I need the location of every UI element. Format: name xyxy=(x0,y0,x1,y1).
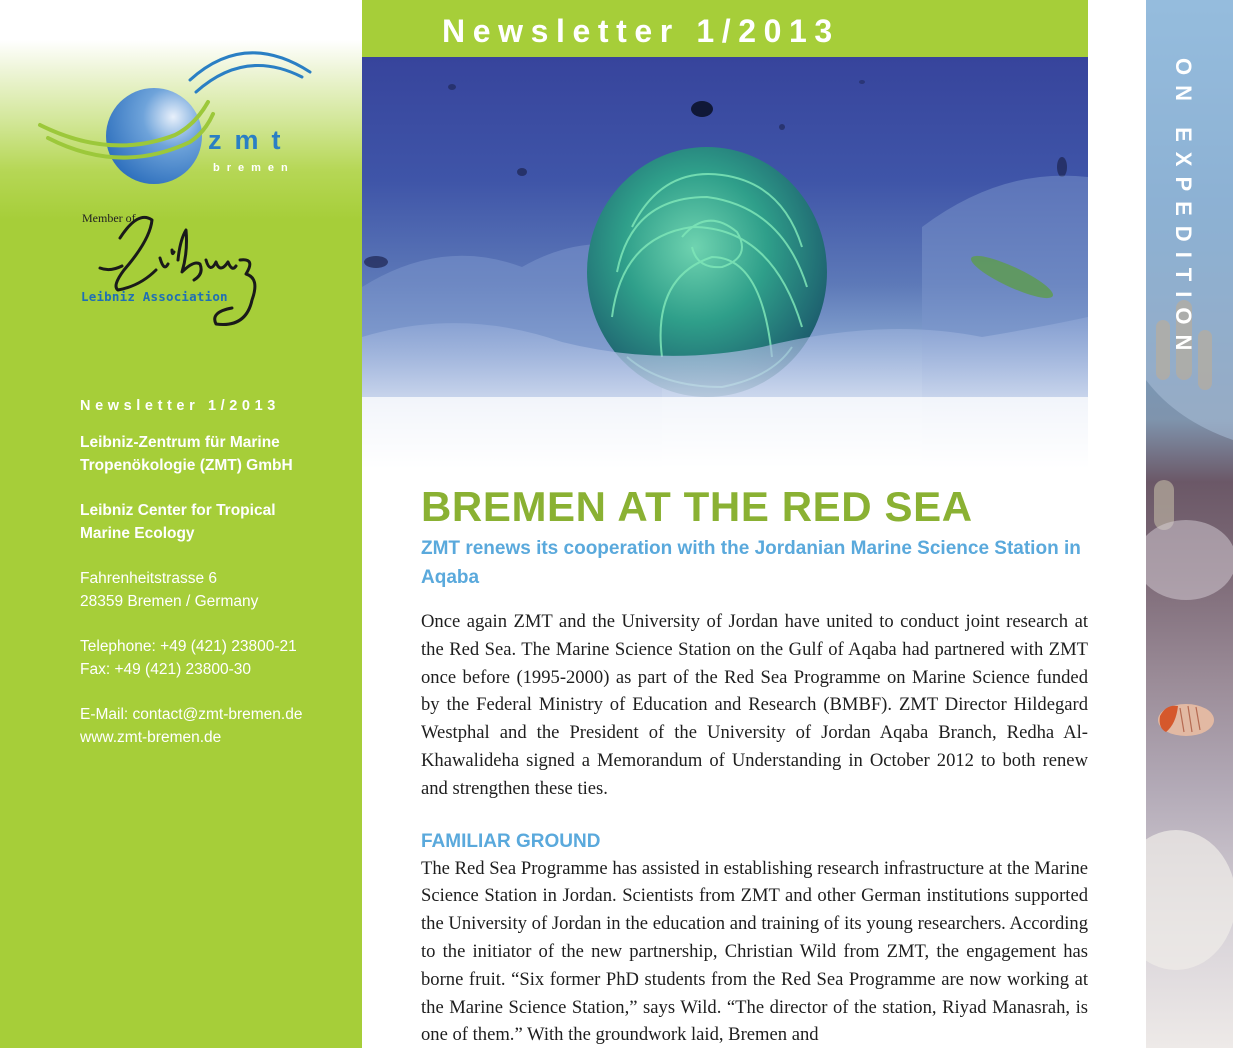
header-title: Newsletter 1/2013 xyxy=(442,13,840,49)
leibniz-signature-icon xyxy=(60,200,280,340)
org-german-line: Tropenökologie (ZMT) GmbH xyxy=(80,457,293,474)
member-of-label: Member of xyxy=(82,211,136,225)
zmt-logo[interactable] xyxy=(30,30,320,190)
on-expedition-label: ON EXPEDITION xyxy=(1171,58,1196,361)
section-heading: FAMILIAR GROUND xyxy=(421,830,601,852)
section-body: The Red Sea Programme has assisted in establishing research infrastructure at the Marine Science Station in Jordan. Scientists from ZMT and other German institutions supported the University of Jordan in the education and training of its young researchers. According to the initiator of the new partnership, Christian Wild from ZMT, the engagement has borne fruit. “Six former PhD students from the Red Sea Programme are now working at the Marine Science Station,” says Wild. “The director of the station, Riyad Manasrah, is one of them.” With the groundwork laid, Bremen and xyxy=(421,857,1088,1046)
leibniz-association-label: Leibniz Association xyxy=(81,289,228,304)
address-city: 28359 Bremen / Germany xyxy=(80,593,259,610)
website-link[interactable]: www.zmt-bremen.de xyxy=(80,729,222,746)
sidebar xyxy=(0,0,362,1048)
telephone: Telephone: +49 (421) 23800-21 xyxy=(80,638,297,655)
contact-info xyxy=(80,398,355,771)
article-headline: BREMEN AT THE RED SEA xyxy=(421,483,973,530)
org-english-line: Leibniz Center for Tropical xyxy=(80,502,276,519)
contact-block xyxy=(80,703,355,749)
sidebar-newsletter-label: Newsletter 1/2013 xyxy=(80,398,280,414)
logo-wordmark: zmt xyxy=(208,125,294,155)
address xyxy=(80,567,355,613)
article-subhead: ZMT renews its cooperation with the Jordanian Marine Science Station in Aqaba xyxy=(421,538,1081,588)
logo-subtitle: bremen xyxy=(213,162,295,174)
phone-block xyxy=(80,635,355,681)
org-english-line: Marine Ecology xyxy=(80,525,195,542)
butterflyfish xyxy=(1158,704,1214,736)
org-name-german xyxy=(80,431,355,477)
newsletter-header xyxy=(362,0,1088,57)
article xyxy=(421,482,1088,1049)
org-name-english xyxy=(80,499,355,545)
section-tab-strip xyxy=(1146,0,1233,1048)
fax: Fax: +49 (421) 23800-30 xyxy=(80,661,252,678)
org-german-line: Leibniz-Zentrum für Marine xyxy=(80,434,280,451)
article-intro: Once again ZMT and the University of Jordan have united to conduct joint research at the Red Sea. The Marine Science Station on the Gulf of Aqaba had partnered with ZMT once before (1995-2000) as part of the Red Sea Programme on Marine Science funded by the Federal Ministry of Education and Research (BMBF). ZMT Director Hildegard Westphal and the President of the University of Jordan Aqaba Branch, Redha Al-Khawalideha signed a Memorandum of Understanding in October 2012 to both renew and strengthen these ties. xyxy=(421,611,1088,799)
leibniz-badge[interactable] xyxy=(60,200,280,340)
hero-coral-photo xyxy=(362,57,1088,470)
email-link[interactable]: E-Mail: contact@zmt-bremen.de xyxy=(80,706,303,723)
address-street: Fahrenheitstrasse 6 xyxy=(80,570,217,587)
coral-reef-illustration xyxy=(362,57,1088,470)
